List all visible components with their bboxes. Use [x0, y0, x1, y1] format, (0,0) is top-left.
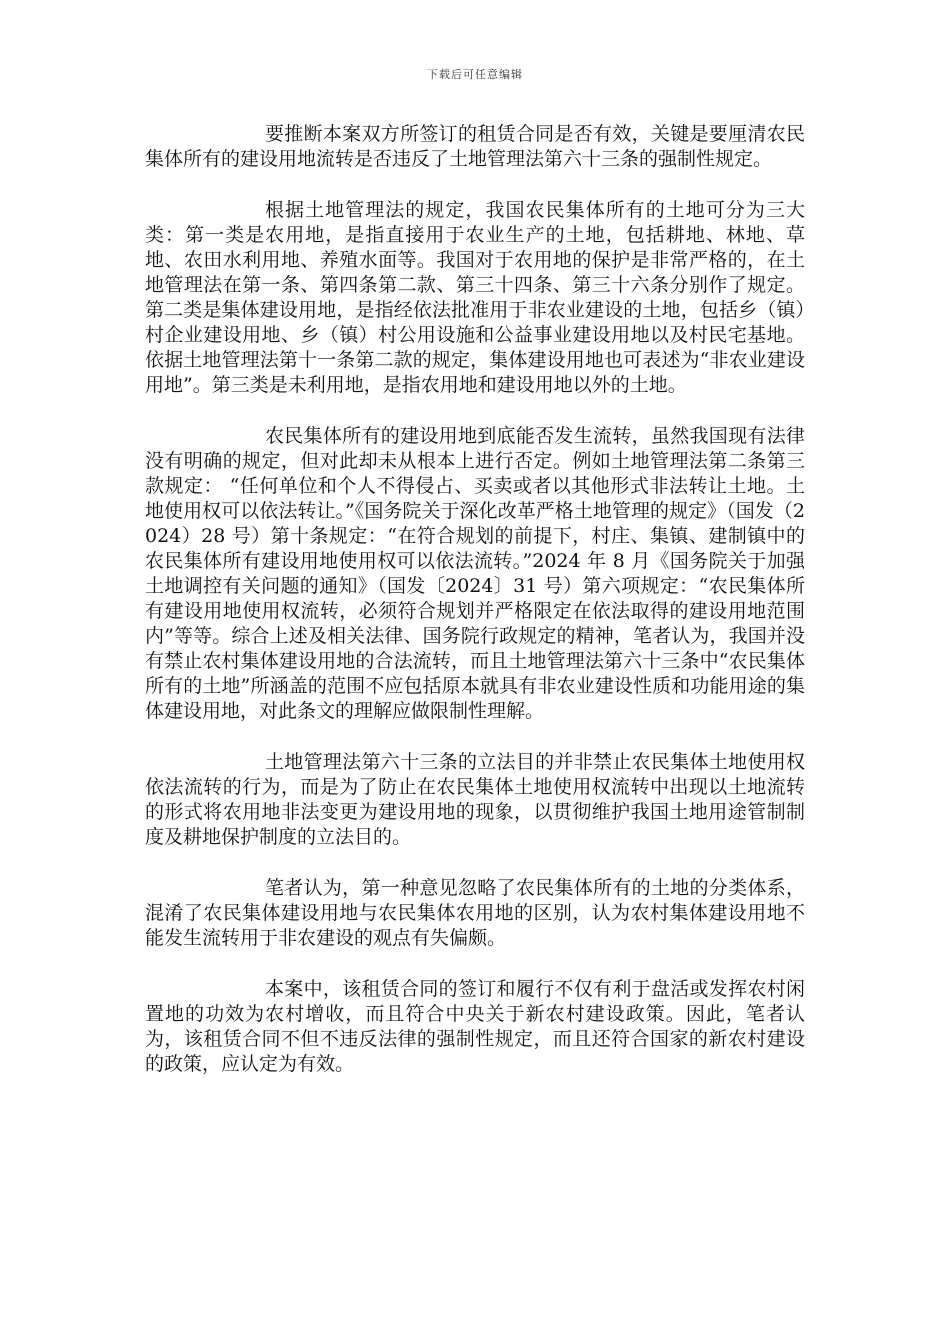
document-body [145, 122, 805, 1103]
paragraph-land-transfer-law: 农民集体所有的建设用地到底能否发生流转，虽然我国现有法律没有明确的规定，但对此却未从根本上进行否定。例如土地管理法第二条第三款规定： “任何单位和个人不得侵占、买卖或者以其他形式非法转让土地。土地使用权可以依法转让。”《国务院关于深化改革严格土地管理的规定》（国发（2024）28 号）第十条规定：“在符合规划的前提下，村庄、集镇、建制镇中的农民集体所有建设用地使用权可以依法流转。”2024 年 8 月《国务院关于加强土地调控有关问题的通知》（国发〔2024〕31 号）第六项规定：“农民集体所有建设用地使用权流转，必须符合规划并严格限定在依法取得的建设用地范围内”等等。综合上述及相关法律、国务院行政规定的精神，笔者认为，我国并没有禁止农村集体建设用地的合法流转，而且土地管理法第六十三条中“农民集体所有的土地”所涵盖的范围不应包括原本就具有非农业建设性质和功能用途的集体建设用地，对此条文的理解应做限制性理解。 [145, 425, 805, 722]
paragraph-contract-validity: 要推断本案双方所签订的租赁合同是否有效，关键是要厘清农民集体所有的建设用地流转是否违反了土地管理法第六十三条的强制性规定。 [145, 123, 805, 170]
paragraph-legislative-purpose: 土地管理法第六十三条的立法目的并非禁止农民集体土地使用权依法流转的行为，而是为了防止在农民集体土地使用权流转中出现以土地流转的形式将农用地非法变更为建设用地的现象，以贯彻维护我国土地用途管制制度及耕地保护制度的立法目的。 [145, 751, 805, 848]
paragraph-land-classification: 根据土地管理法的规定，我国农民集体所有的土地可分为三大类：第一类是农用地，是指直接用于农业生产的土地，包括耕地、林地、草地、农田水利用地、养殖水面等。我国对于农用地的保护是非常严格的，在土地管理法在第一条、第四条第二款、第三十四条、第三十六条分别作了规定。第二类是集体建设用地，是指经依法批准用于非农业建设的土地，包括乡（镇）村企业建设用地、乡（镇）村公用设施和公益事业建设用地以及村民宅基地。依据土地管理法第十一条第二款的规定，集体建设用地也可表述为“非农业建设用地”。第三类是未利用地，是指农用地和建设用地以外的土地。 [145, 199, 805, 396]
paragraph-conclusion: 本案中，该租赁合同的签订和履行不仅有利于盘活或发挥农村闲置地的功效为农村增收，而且符合中央关于新农村建设政策。因此，笔者认为，该租赁合同不但不违反法律的强制性规定，而且还符合国家的新农村建设的政策，应认定为有效。 [145, 978, 805, 1075]
page-header: 下载后可任意编辑 [427, 68, 523, 81]
paragraph-author-opinion: 笔者认为，第一种意见忽略了农民集体所有的土地的分类体系，混淆了农民集体建设用地与农民集体农用地的区别，认为农村集体建设用地不能发生流转用于非农建设的观点有失偏颇。 [145, 877, 805, 949]
